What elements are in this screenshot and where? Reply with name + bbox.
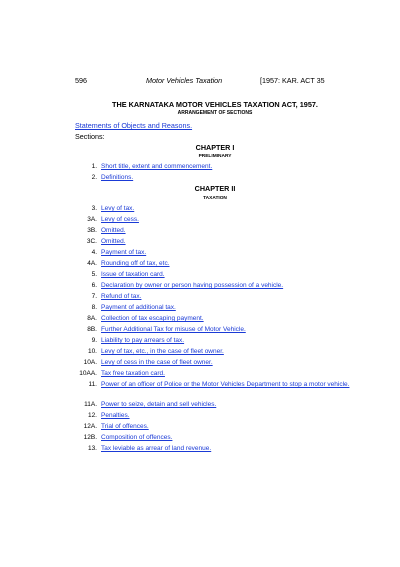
section-link[interactable]: Liability to pay arrears of tax. <box>101 337 185 344</box>
section-item <box>75 304 365 315</box>
section-number: 8. <box>91 304 97 311</box>
section-number: 11. <box>88 381 97 388</box>
page-header <box>75 76 355 88</box>
section-number: 5. <box>91 271 97 278</box>
section-item <box>75 359 365 370</box>
section-number: 10AA. <box>79 370 97 377</box>
section-link[interactable]: Payment of tax. <box>101 249 147 256</box>
section-link[interactable]: Short title, extent and commencement. <box>101 163 213 170</box>
sections-label: Sections: <box>75 132 105 141</box>
section-link[interactable]: Penalties. <box>101 412 130 419</box>
section-item <box>75 445 365 456</box>
section-number: 3. <box>91 205 97 212</box>
section-item <box>75 348 365 359</box>
section-number: 12. <box>87 412 97 419</box>
section-item <box>75 412 365 423</box>
section-number: 7. <box>91 293 97 300</box>
section-item <box>75 227 365 238</box>
section-link[interactable]: Power of an officer of Police or the Motor Vehicles Department to stop a motor vehicle. <box>101 381 350 388</box>
section-link[interactable]: Omitted. <box>101 227 126 234</box>
section-item <box>75 326 365 337</box>
section-link[interactable]: Payment of additional tax. <box>101 304 176 311</box>
running-title: Motor Vehicles Taxation <box>146 76 223 85</box>
section-item <box>75 337 365 348</box>
chapter-2-subheading: TAXATION <box>203 196 227 201</box>
section-number: 8B. <box>87 326 97 333</box>
section-number: 4. <box>91 249 97 256</box>
chapter-2-heading: CHAPTER II <box>194 184 236 193</box>
section-link[interactable]: Rounding off of tax, etc. <box>101 260 170 267</box>
section-number: 2. <box>91 174 97 181</box>
section-number: 12B. <box>83 434 97 441</box>
section-item <box>75 282 365 293</box>
statements-link[interactable]: Statements of Objects and Reasons. <box>75 121 193 130</box>
section-number: 11A. <box>84 401 97 408</box>
section-item <box>75 249 365 260</box>
section-link[interactable]: Tax leviable as arrear of land revenue. <box>101 445 212 452</box>
section-item <box>75 163 365 174</box>
section-item <box>75 434 365 445</box>
section-item <box>75 238 365 249</box>
section-item <box>75 401 365 412</box>
chapter-1-subheading: PRELIMINARY <box>198 154 232 159</box>
section-link[interactable]: Omitted. <box>101 238 126 245</box>
section-number: 4A. <box>87 260 97 267</box>
section-item <box>75 423 365 434</box>
section-link[interactable]: Composition of offences. <box>101 434 173 441</box>
section-number: 6. <box>91 282 97 289</box>
section-link[interactable]: Declaration by owner or person having possession of a vehicle. <box>101 282 284 289</box>
section-number: 8A. <box>87 315 97 322</box>
section-number: 3B. <box>87 227 97 234</box>
section-link[interactable]: Definitions. <box>101 174 134 181</box>
section-number: 10. <box>87 348 97 355</box>
section-number: 10A. <box>83 359 97 366</box>
section-number: 13. <box>87 445 97 452</box>
section-link[interactable]: Power to seize, detain and sell vehicles. <box>101 401 217 408</box>
page-number: 596 <box>75 76 87 85</box>
act-reference: [1957: KAR. ACT 35 <box>260 76 325 85</box>
section-number: 1. <box>91 163 97 170</box>
section-link[interactable]: Levy of tax. <box>101 205 135 212</box>
arrangement-heading: ARRANGEMENT OF SECTIONS <box>177 110 253 116</box>
chapter-1-heading: CHAPTER I <box>195 143 235 152</box>
section-link[interactable]: Levy of cess in the case of fleet owner. <box>101 359 213 366</box>
document-title: THE KARNATAKA MOTOR VEHICLES TAXATION ACT, 1957. <box>112 100 318 109</box>
section-item <box>75 293 365 304</box>
section-number: 3C. <box>86 238 97 245</box>
section-item <box>75 315 365 326</box>
section-number: 3A. <box>87 216 97 223</box>
section-link[interactable]: Refund of tax. <box>101 293 142 300</box>
section-item <box>75 370 365 381</box>
section-link[interactable]: Tax free taxation card. <box>101 370 165 377</box>
section-link[interactable]: Issue of taxation card. <box>101 271 165 278</box>
section-link[interactable]: Levy of cess. <box>101 216 139 223</box>
section-item <box>75 381 365 399</box>
section-item <box>75 260 365 271</box>
section-link[interactable]: Further Additional Tax for misuse of Motor Vehicle. <box>101 326 246 333</box>
section-number: 12A. <box>83 423 97 430</box>
section-item <box>75 205 365 216</box>
section-link[interactable]: Trial of offences. <box>101 423 149 430</box>
section-item <box>75 216 365 227</box>
section-link[interactable]: Levy of tax, etc., in the case of fleet owner. <box>101 348 224 355</box>
section-link[interactable]: Collection of tax escaping payment. <box>101 315 204 322</box>
section-item <box>75 271 365 282</box>
section-number: 9. <box>91 337 97 344</box>
